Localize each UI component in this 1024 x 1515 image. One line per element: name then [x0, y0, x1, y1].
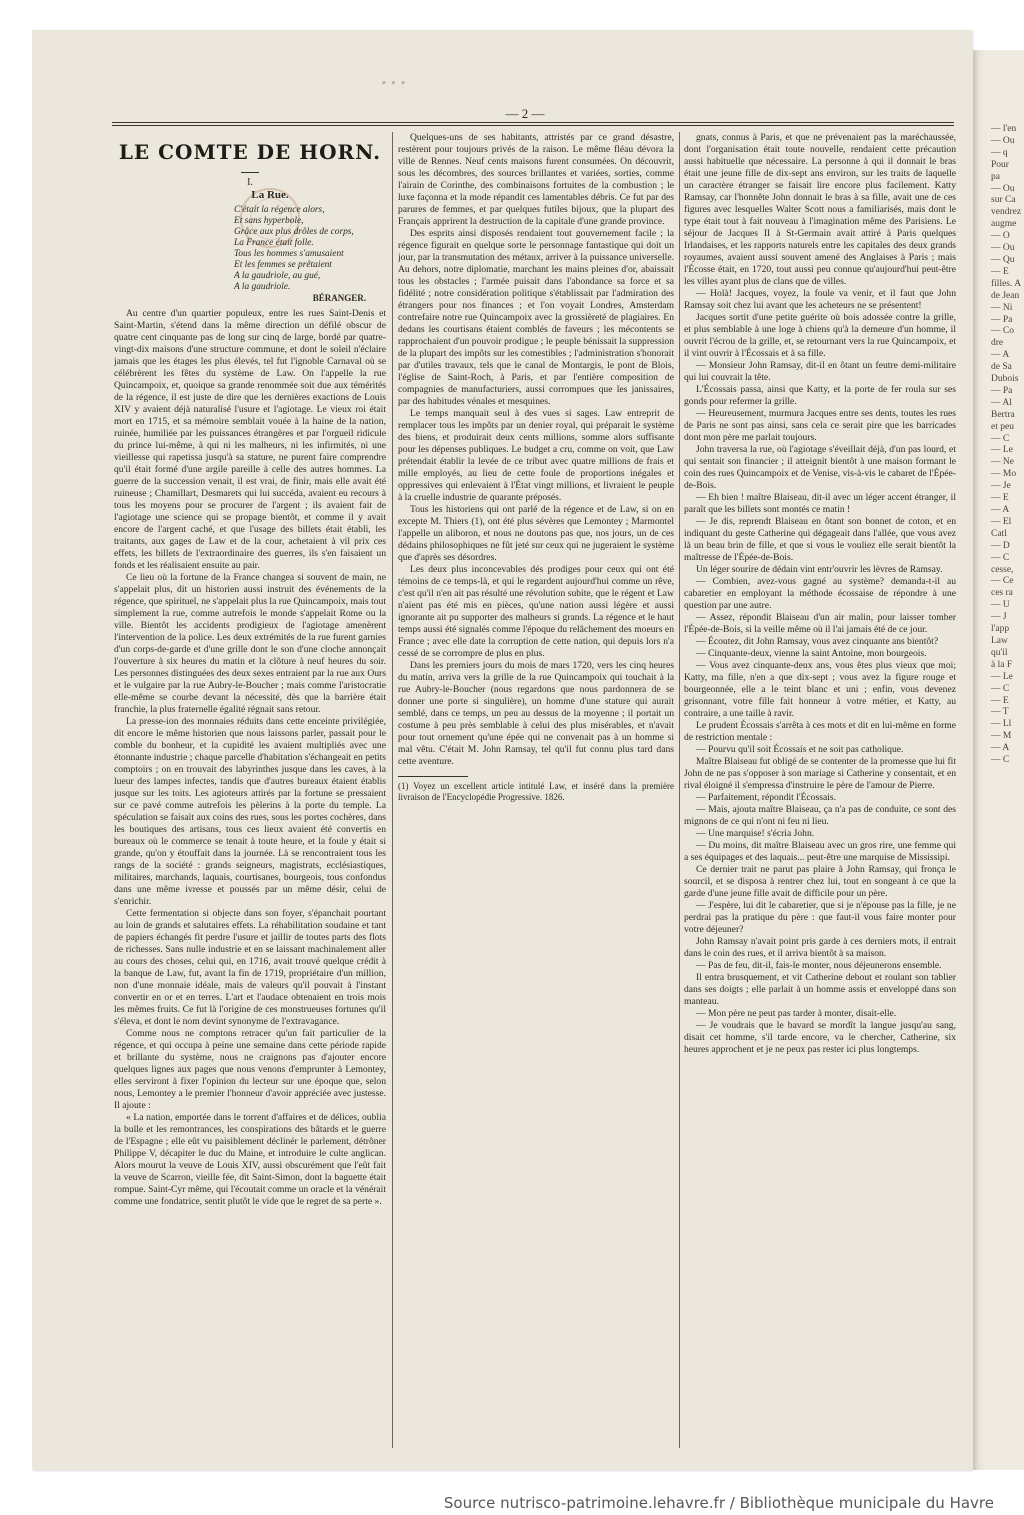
paragraph: Jacques sortit d'une petite guérite où bois adossée contre la grille, et plus semblable à une loge à chiens qu'à la demeure d'un homme, il ouvrit l'écrou de la grille, et, se retournant vers la rue Quincampoix, et il vint ouvrir à l'Écossais et à sa fille.: [684, 312, 956, 359]
paragraph: Quelques-uns de ses habitants, attristés par ce grand désastre, restèrent pour toujours privés de la raison. Le même fléau dévora la ville de Rennes. Neuf cents maisons furent consumées. On découvrit, sous les décombres, des sources brillantes et variées, sorties, comme l'airain de Corinthe, des combinaisons fortuites de la combustion ; le luxe façonna et la mode répandit ces lamentables débris. Ce fut par des parures de femmes, et par quelques futiles bijoux, que la plupart des Français apprirent la destruction de la capitale d'une grande province.: [398, 132, 674, 227]
article-title: LE COMTE DE HORN.: [118, 140, 382, 164]
epigraph-author: BÉRANGER.: [312, 293, 366, 303]
paragraph: Maître Blaiseau fut obligé de se contenter de la promesse que lui fit John de ne pas s'opposer à son mariage si Catherine y consentait, et en rival éloigné il s'empressa d'instruire le père de l'amour de Pierre.: [684, 756, 956, 791]
source-attribution: Source nutrisco-patrimoine.lehavre.fr / Bibliothèque municipale du Havre: [443, 1494, 994, 1512]
paragraph: Un léger sourire de dédain vint entr'ouvrir les lèvres de Ramsay.: [696, 564, 943, 575]
paragraph: John Ramsay n'avait point pris garde à ces derniers mots, il entrait dans le coin des rues, et il arriva bientôt à sa maison.: [684, 936, 956, 959]
paragraph: — Pas de feu, dit-il, fais-le monter, nous déjeunerons ensemble.: [696, 960, 942, 971]
epigraph-line: La France était folle.: [234, 238, 314, 248]
epigraph: [234, 205, 386, 304]
paragraph: — Eh bien ! maître Blaiseau, dit-il avec un léger accent étranger, il paraît que les billets sont montés ce matin !: [684, 492, 956, 515]
paragraph: — Monsieur John Ramsay, dit-il en ôtant un feutre demi-militaire qui lui couvrait la tête.: [684, 360, 956, 383]
paragraph: — Heureusement, murmura Jacques entre ses dents, toutes les rues de Paris ne sont pas ainsi, sans cela ce serait pire que les barricades dont mon père me parlait toujours.: [684, 408, 956, 443]
epigraph-line: Grâce aux plus drôles de corps,: [234, 227, 354, 237]
pencil-annotation: ...: [380, 62, 409, 90]
epigraph-line: Tous les hommes s'amusaient: [234, 249, 344, 259]
next-page-edge: [973, 50, 1024, 1470]
header-rule: [112, 122, 954, 123]
paragraph: Comme nous ne comptons retracer qu'un fait particulier de la régence, et qui occupa à peine une semaine dans cette période rapide et brillante du système, nous ne craignons pas d'ajouter encore quelques lignes aux pages que nous venons d'emprunter à Lemontey, elles serviront à fixer l'opinion du lecteur sur une époque que, selon nous, Lemontey a le premier l'honneur d'avoir appréciée avec justesse. Il ajoute :: [114, 1028, 386, 1111]
column-1: [114, 132, 386, 1450]
paragraph: Au centre d'un quartier populeux, entre les rues Saint-Denis et Saint-Martin, s'étend dans la même direction un défilé obscur de quatre cent cinquante pas de long sur cinq de large, bordé par quatre-vingt-dix maisons d'une structure commune, et dont le soleil n'éclaire jamais que les étages les plus élevés, tel fut l'ignoble Carnaval où se célébrèrent les fêtes du système de Law. On l'appelle la rue Quincampoix, et, quoique sa grande renommée soit due aux témérités de la régence, il est juste de dire que les dernières exactions de Louis XIV y avaient déjà naturalisé l'usure et l'agiotage. Le vieux roi était mort en 1715, et sa mémoire semblait vouée à la haine de la nation, ruinée, humiliée par les puissances étrangères et par l'orgueil ridicule du prince lui-même, à qui ni les malheurs, ni les infirmités, ni une vieillesse qui rapetissa jusqu'à sa stature, ne purent faire comprendre qu'il était formé d'une argile pareille à celle des autres hommes. La guerre de la succession venait, il est vrai, de finir, mais elle avait été ruineuse ; Chamillart, Desmarets qui lui succéda, avaient eu recours à tous les moyens pour se procurer de l'argent ; ils avaient fait de l'agiotage une science qui se propage bientôt, et comme il y avait encore de l'argent caché, et que l'usage des billets était établi, les traitants, aux gages de Law et de la cour, achetaient à vil prix ces effets, les billets de l'extraordinaire des guerres, ils s'en faisaient un fonds et les réalisaient ensuite au pair.: [114, 308, 386, 571]
paragraph: « La nation, emportée dans le torrent d'affaires et de délices, oublia la bulle et les remontrances, les conspirations des bâtards et le guerre de l'Espagne ; elle eût vu paisiblement déclinér le parlement, détrôner Philippe V, décapiter le duc du Maine, et introduire le culte anglican. Alors mourut la veuve de Louis XIV, aussi obscurément que l'eût fait la veuve de Scarron, vieille fée, dit Saint-Simon, dont la baguette était rompue. Saint-Cyr même, qui l'écoutait comme un oracle et la vénérait comme une fondatrice, sentit plutôt le vide que le regret de sa perte ».: [114, 1112, 386, 1207]
paragraph: — Une marquise! s'écria John.: [696, 828, 815, 839]
paragraph: Ce dernier trait ne parut pas plaire à John Ramsay, qui fronça le sourcil, et se disposa à rentrer chez lui, tout en songeant à ce que la garde d'une jeune fille avait de difficile pour un père.: [684, 864, 956, 899]
paragraph: — Mon père ne peut pas tarder à monter, disait-elle.: [696, 1008, 897, 1019]
paragraph: — Parfaitement, répondit l'Écossais.: [696, 792, 837, 803]
column-3: [684, 132, 956, 1450]
paragraph: Il entra brusquement, et vit Catherine debout et roulant son tablier dans ses doigts ; elle parlait à un homme assis et enveloppé dans son manteau.: [684, 972, 956, 1007]
page-number: — 2 —: [505, 106, 545, 121]
paragraph: Cette fermentation si objecte dans son foyer, s'épanchait pourtant au loin de grands et salutaires effets. La réhabilitation soudaine et tant de papiers échangés fit perdre l'usure et jaillir de toutes parts des flots de richesses. Sans nulle industrie et en se laissant machinalement aller au cours des choses, celui qui, en 1716, avait trouvé quelque crédit à la banque de Law, fut, avant la fin de 1719, propriétaire d'un million, non d'une monnaie idéale, mais de valeurs qu'il pouvait à l'instant convertir en or et en terres. L'art et l'audace obtenaient en trois mois les mêmes fruits. Ce fut là l'origine de ces monstrueuses fortunes qu'il s'éleva, et dont le nom devint synonyme de l'extravagance.: [114, 908, 386, 1027]
paragraph: — Vous avez cinquante-deux ans, vous êtes plus vieux que moi; Katty, ma fille, n'en a que dix-sept ; vous avez la figure rouge et bourgeonnée, elle a le teint blanc et uni ; enfin, vous devenez grisonnant, votre fille fait honneur à votre métier, et Katty, au contraire, a une taille à ravir.: [684, 660, 956, 719]
paragraph: Des esprits ainsi disposés rendaient tout gouvernement facile ; la régence figurait en quelque sorte le personnage fantastique qui doit un jour, par la transmutation des métaux, arriver à la puissance universelle. Au dehors, notre diplomatie, marchant les mains pleines d'or, abaissait tous les obstacles ; l'armée puisait dans l'abondance sa force et sa fidélité ; notre considération politique s'établissait par l'admiration des étrangers pour nos finances ; et l'on voyait Londres, Amsterdam contrefaire notre rue Quincampoix avec la grossièreté de plagiaires. En dedans les courtisans étaient comblés de faveurs ; les mécontents se rapprochaient d'un pouvoir prodigue ; le peuple bénissait la suppression de la plupart des impôts sur les comestibles ; l'administration s'honorait par d'utiles travaux, tels que le canal de Montargis, le pont de Blois, l'église de Saint-Roch, à Paris, et par l'entière composition de compagnies de manufacturiers, aussi corrompues que les janissaires, par des habitudes vénales et mesquines.: [398, 228, 674, 407]
epigraph-line: A la gaudriole, au gué,: [234, 271, 321, 281]
paragraph: — Combien, avez-vous gagné au système? demanda-t-il au cabaretier en employant la méthode écossaise de répondre à une question par une autre.: [684, 576, 956, 611]
paragraph: La presse-ion des monnaies réduits dans cette enceinte privilégiée, dit encore le même historien que nous laissons parler, passait pour le comble du bonheur, et la cupidité les avaient multipliés avec une étonnante industrie ; chaque parcelle d'habitation s'échangeait en petits comptoirs ; on en trouvait des labyrinthes jusque dans les caves, à la lueur des lampes infectes, tandis que d'autres bureaux étaient établis jusque sur les toits. Les agioteurs attirés par la fortune se pressaient sur ce pavé comme autrefois les pèlerins à la porte du temple. La spéculation se faisait aux coins des rues, sous les portes cochères, dans les boutiques des artisans, tous ces lieux avaient été convertis en bureaux où le commerce se tenait à toute heure, et la foule y était si grande, qu'on y étouffait dans la journée. Là se rencontraient tous les rangs de la société : grands seigneurs, magistrats, ecclésiastiques, militaires, marchands, laquais, courtisanes, bourgeois, tous confondus dans une même ivresse et poussés par un même désir, celui de s'enrichir.: [114, 716, 386, 907]
chapter-number: I.: [247, 177, 253, 188]
paragraph: — Je dis, reprendt Blaiseau en ôtant son bonnet de coton, et en indiquant du geste Catherine qui dégageait dans l'allée, que vous avez là un beau brin de fille, et que si vous le vouliez elle serait bientôt la maîtresse de l'Épée-de-Bois.: [684, 516, 956, 563]
paragraph: — Holà! Jacques, voyez, la foule va venir, et il faut que John Ramsay soit chez lui avant que les acheteurs ne se présentent!: [684, 288, 956, 311]
paragraph: Dans les premiers jours du mois de mars 1720, vers les cinq heures du matin, arriva vers la grille de la rue Quincampoix qui touchait à la rue Aubry-le-Boucher (nous regardons que nous pardonnera de se donner une porte si singulière), un homme d'une stature qui aurait semblé, dans ce temps, un peu au dessus de la moyenne ; il portait un costume à peu près semblable à celui des plus misérables, et n'avait pour tout ornement qu'une épée qui ne convenait pas à un homme si mal vêtu. C'était M. John Ramsay, tel qu'il fut connu plus tard dans cette aventure.: [398, 660, 674, 767]
paragraph: — Du moins, dit maître Blaiseau avec un gros rire, une femme qui a ses équipages et des laquais... peut-être une marquise de Mississipi.: [684, 840, 956, 863]
epigraph-line: Et sans hyperbole,: [234, 216, 304, 226]
paragraph: Tous les historiens qui ont parlé de la régence et de Law, si on en excepte M. Thiers (1), ont été plus sévères que Lemontey ; Marmontel l'appelle un aliboron, et nous ne doutons pas que, nos jours, un de ces dédains philosophiques ne fût jeté sur ceux qui ne jugeraient le système que d'après ses désordres.: [398, 504, 674, 563]
paragraph: L'Écossais passa, ainsi que Katty, et la porte de fer roula sur ses gonds pour refermer la grille.: [684, 384, 956, 407]
column-2: [398, 132, 674, 1450]
epigraph-line: A la gaudriole.: [234, 282, 291, 292]
footnote: (1) Voyez un excellent article intitulé Law, et inséré dans la première livraison de l'Encyclopédie Progressive. 1826.: [398, 781, 674, 802]
source-attribution-bar: [0, 1494, 1024, 1515]
next-page-text-fragments: — l'en — Ou — q Pour pa — Ou sur Ca vendrez augme — O — Ou — Qu — E filles. A de Jean — Ni — Pa — Co dre — A de Sa Dubois — Pa — Al Bertra et peu — C — Le — Ne — Mo — Je — E — A — El Catl — D — C cesse, — Ce ces ra — U — J l'app Law qu'il à la F — Le — C — E — T — Ll — M — A — C: [991, 124, 1022, 766]
paragraph: Le prudent Écossais s'arrêta à ces mots et dit en lui-même en forme de restriction mentale :: [684, 720, 956, 743]
paragraph: — J'espère, lui dit le cabaretier, que si je n'épouse pas la fille, je ne perdrai pas la pratique du père : que faut-il vous faire monter pour votre déjeuner?: [684, 900, 956, 935]
footnote-rule: [398, 776, 468, 777]
paragraph: — Pourvu qu'il soit Écossais et ne soit pas catholique.: [696, 744, 904, 755]
epigraph-line: Et les femmes se prêtaient: [234, 260, 332, 270]
paragraph: — Mais, ajouta maître Blaiseau, ça n'a pas de conduite, ce sont des mignons de ce qui n'ont ni feu ni lieu.: [684, 804, 956, 827]
paragraph: gnats, connus à Paris, et que ne prévenaient pas la maréchaussée, dont l'organisation était toute nouvelle, rendaient cette précaution aussi habituelle que nécessaire. La personne à qui il donnait le bras était une jeune fille de dix-sept ans environ, sur les traits de laquelle un caractère étranger se faisait lire encore plus facilement. Katty Ramsay, car l'honnête John donnait le bras à sa fille, avait une de ces figures avec lesquelles Walter Scott nous a familiarisés, mais dont le type était tout à fait nouveau à l'imagination même des Parisiens. Le séjour de Jacques II à St-Germain avait attiré à Paris quelques Irlandaises, et les rapports naturels entre les capitales des deux grands royaumes, avaient aussi souvent amené des Anglaises à Paris ; mais l'Écosse était, en 1720, tout aussi peu connue qu'aujourd'hui peut-être les villes ayant plus de clans que de villes.: [684, 132, 956, 287]
column-divider: [679, 132, 680, 1448]
header-rule-thin: [112, 125, 954, 126]
paragraph: Ce lieu où la fortune de la France changea si souvent de main, ne s'appelait plus, dit un historien aussi instruit des événements de la régence, que spirituel, ne s'appelait plus la rue Quincampoix, mais tout simplement la rue, comme autrefois le monde s'appelait Rome ou la ville. Bientôt les accidents prodigieux de l'agiotage amenèrent l'intervention de la police. Les deux extrémités de la rue furent garnies d'un corps-de-garde et d'une grille dont le son d'une cloche annonçait l'ouverture à six heures du matin et la clôture à neuf heures du soir. Les personnes distinguées des deux sexes entraient par la rue aux Ours et le vulgaire par la rue Aubry-le-Boucher ; mais comme l'aristocratie elle-même se courbe devant la nécessité, dès que la barrière était franchie, la plus fraternelle égalité régnait sans retour.: [114, 572, 386, 715]
paragraph: — Écoutez, dit John Ramsay, vous avez cinquante ans bientôt?: [696, 636, 939, 647]
paragraph: — Cinquante-deux, vienne la saint Antoine, mon bourgeois.: [696, 648, 927, 659]
chapter-title: La Rue.: [251, 189, 289, 201]
paragraph: Le temps manquait seul à des vues si sages. Law entreprit de remplacer tous les impôts par un denier royal, qui préparait le système des biens, et produirait deux cents millions, somme alors suffisante pour les dépenses publiques. Le budget a cru, comme on voit, que Law prétendait établir la levée de ce tribut avec quatre millions de frais et mille employés, au lieu de cette foule de proportions inégales et oppressives qui enlevaient à l'État vingt millions, et livraient le peuple à la cruelle industrie de quarante préposés.: [398, 408, 674, 503]
paragraph: Les deux plus inconcevables dés prodiges pour ceux qui ont été témoins de ce temps-là, et qui le regardent aujourd'hui comme un rêve, c'est qu'il n'en ait pas résulté une révolution subite, que le régent et Law n'aient pas été mis en pièces, qu'une nation aussi légère et aussi ignorante ait pu supporter des malheurs si grands. La régence et le haut temps aussi été signalés comme l'époque du relâchement des moeurs en France ; avec elle date la corruption de cette nation, qui depuis lors n'a cessé de se corrompre de plus en plus.: [398, 564, 674, 659]
title-dash: [241, 172, 259, 173]
paragraph: — Je voudrais que le bavard se mordît la langue jusqu'au sang, disait cet homme, s'il tarde encore, va le chercher, Catherine, six heures approchent et je ne peux pas rester ici plus longtemps.: [684, 1020, 956, 1055]
column-divider: [392, 132, 393, 1448]
paragraph: — Assez, répondit Blaiseau d'un air malin, pour laisser tomber l'Épée-de-Bois, si la veille même où il l'ai jamais été de ce jour.: [684, 612, 956, 635]
paragraph: John traversa la rue, où l'agiotage s'éveillait déjà, d'un pas lourd, et qui sentait son financier ; il atteignit bientôt à une maison formant le coin des rues Quincampoix et de Venise, vis-à-vis le cabaret de l'Épée-de-Bois.: [684, 444, 956, 491]
epigraph-line: C'était la régence alors,: [234, 205, 325, 215]
